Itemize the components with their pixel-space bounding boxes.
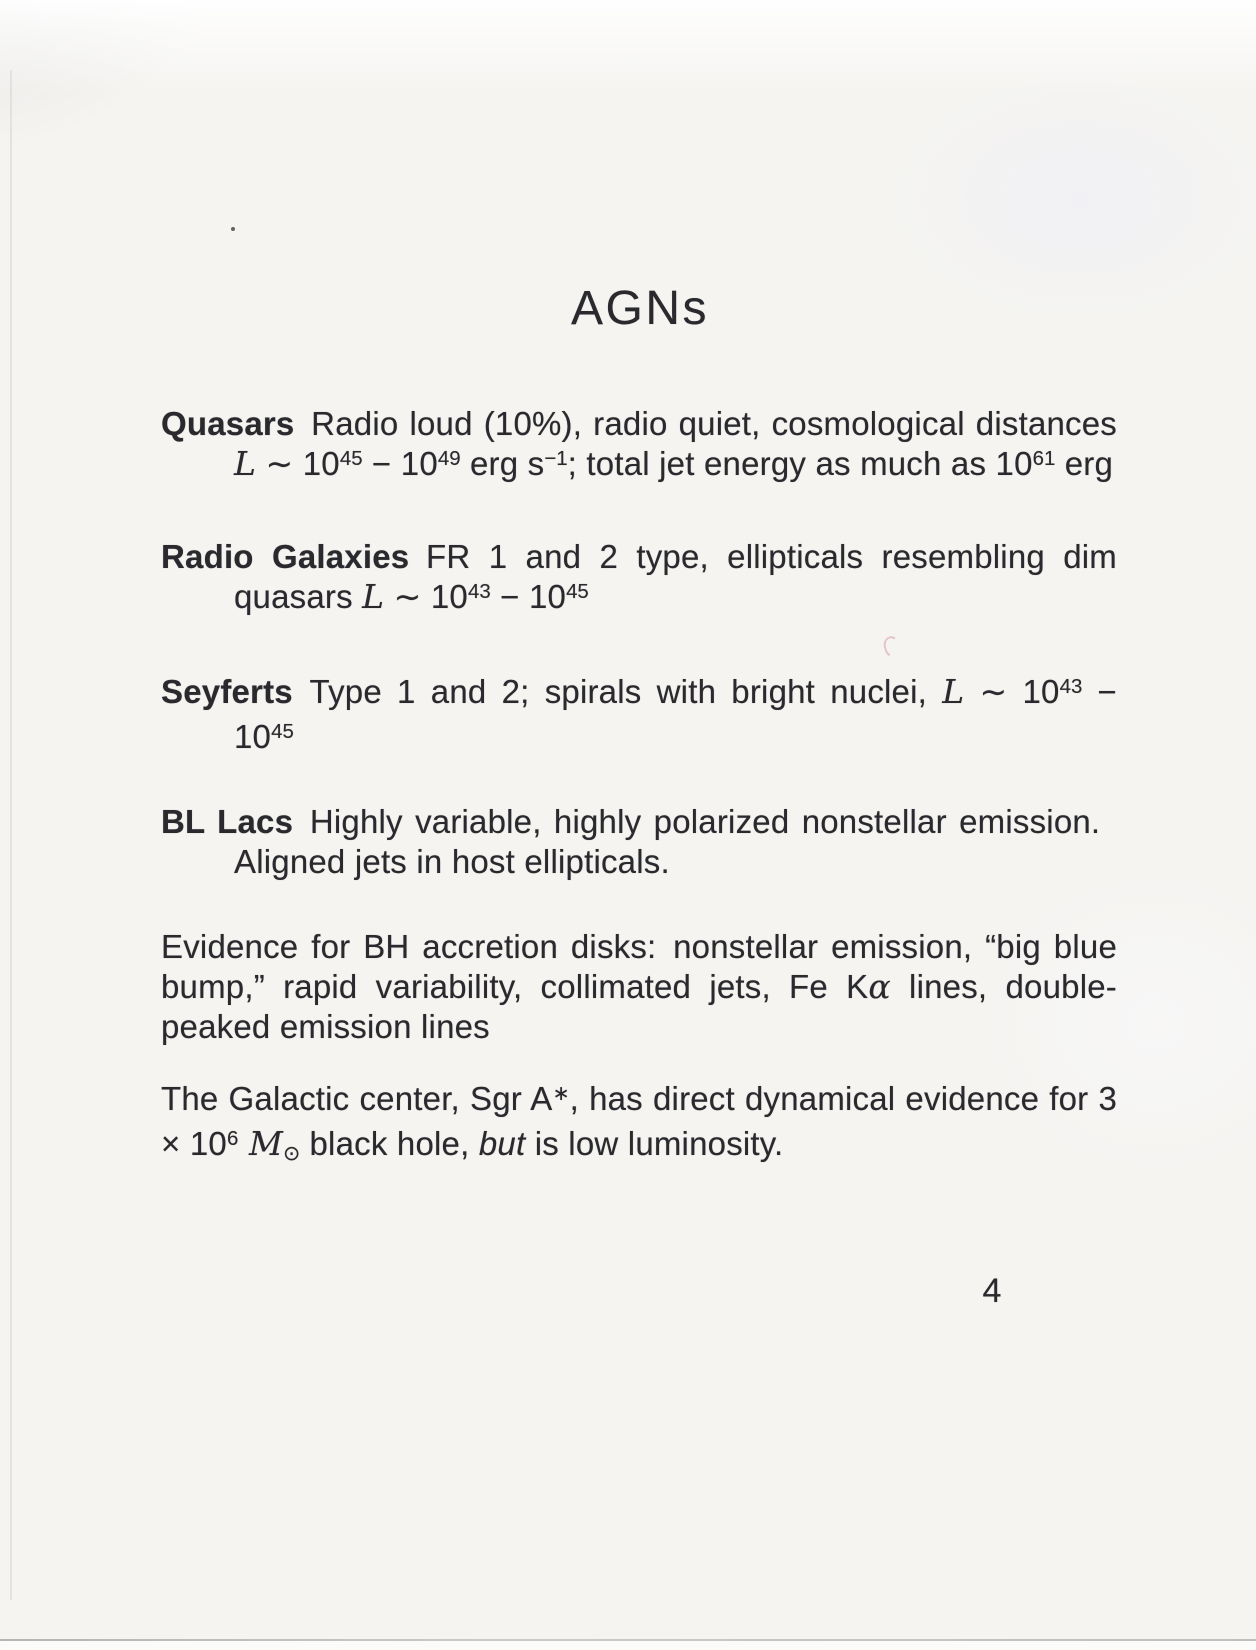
text-segment: 43 bbox=[1059, 675, 1083, 699]
text-segment: 45 bbox=[271, 720, 294, 744]
scanner-background-strip bbox=[0, 1641, 1256, 1650]
content bbox=[161, 404, 1117, 1169]
text-segment: , has direct dynamical evidence for 3 × 10 bbox=[161, 1080, 1117, 1162]
term-bl-lacs: BL Lacs bbox=[161, 803, 294, 840]
text-segment: α bbox=[868, 967, 891, 1006]
text-segment: ⊙ bbox=[283, 1141, 301, 1165]
text-segment: −1 bbox=[544, 447, 568, 471]
text-segment: ∼ 10 bbox=[384, 578, 468, 615]
text-segment: erg bbox=[1055, 445, 1114, 482]
text-segment: L bbox=[942, 672, 965, 711]
entry-galactic-center bbox=[161, 1079, 1117, 1169]
text-segment: ; total jet energy as much as 10 bbox=[567, 445, 1033, 482]
text-segment: 6 bbox=[226, 1127, 239, 1151]
text-segment: Evidence for BH accretion disks: nonstellar emission, “big blue bump,” rapid variability, collimated jets, Fe K bbox=[161, 928, 1117, 1005]
text-segment: black hole, bbox=[300, 1125, 479, 1162]
text-segment: Type 1 and 2; spirals with bright nuclei, bbox=[292, 673, 943, 710]
text-segment: − 10 bbox=[234, 673, 1118, 755]
term-quasars: Quasars bbox=[161, 405, 295, 442]
text-segment: ∼ 10 bbox=[964, 673, 1060, 710]
entry-radio-galaxies bbox=[161, 537, 1117, 622]
text-segment: lines, double-peaked emission lines bbox=[161, 968, 1117, 1045]
text-segment: is low luminosity. bbox=[525, 1125, 784, 1162]
entry-evidence bbox=[161, 927, 1117, 1047]
text-segment: Highly variable, highly polarized nonstellar emission. Aligned jets in host ellipticals. bbox=[234, 803, 1117, 880]
scan-artifact-dot bbox=[231, 227, 235, 231]
text-segment: 45 bbox=[566, 580, 589, 604]
page-number: 4 bbox=[982, 1272, 1002, 1310]
text-segment: The Galactic center, Sgr A bbox=[161, 1080, 553, 1117]
text-segment: 43 bbox=[468, 580, 491, 604]
text-segment: M bbox=[238, 1124, 284, 1163]
entry-seyferts bbox=[161, 672, 1117, 762]
term-seyferts: Seyferts bbox=[161, 673, 293, 710]
text-segment: 49 bbox=[437, 447, 461, 471]
text-segment: erg s bbox=[460, 445, 545, 482]
term-radio-galaxies: Radio Galaxies bbox=[161, 538, 410, 575]
text-segment: but bbox=[478, 1125, 526, 1162]
text-segment: Radio loud (10%), radio quiet, cosmological distances bbox=[294, 405, 1117, 442]
text-segment: ∼ 10 bbox=[256, 445, 340, 482]
page-left-edge bbox=[10, 70, 12, 1600]
text-segment: 45 bbox=[339, 447, 363, 471]
text-segment: ∗ bbox=[552, 1082, 570, 1106]
text-segment: L bbox=[362, 577, 385, 616]
text-segment: L bbox=[234, 444, 257, 483]
text-segment: 61 bbox=[1032, 447, 1056, 471]
entry-bl-lacs bbox=[161, 802, 1117, 882]
text-segment: − 10 bbox=[490, 578, 567, 615]
text-segment: − 10 bbox=[362, 445, 438, 482]
page-title: AGNs bbox=[570, 282, 709, 335]
entry-quasars bbox=[161, 404, 1117, 489]
text-segment: FR 1 and 2 type, ellipticals resembling dim quasars bbox=[234, 538, 1117, 615]
